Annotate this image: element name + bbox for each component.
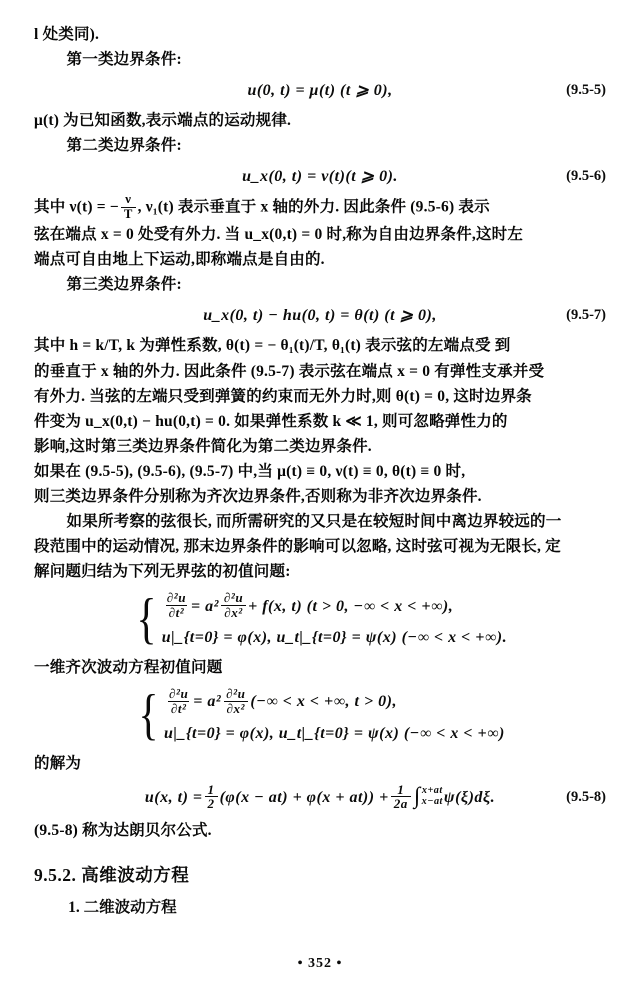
text-fragment: ψ(ξ)dξ. bbox=[443, 788, 496, 806]
text-line: 的解为 bbox=[34, 754, 82, 772]
equation-number: (9.5-7) bbox=[566, 306, 606, 323]
equation-body: u_x(0, t) = ν(t)(t ⩾ 0). bbox=[242, 168, 398, 186]
equation-row: u|_{t=0} = φ(x), u_t|_{t=0} = ψ(x) (−∞ < x < +∞). bbox=[161, 629, 508, 647]
text-fragment: u(x, t) = bbox=[144, 788, 203, 806]
equation-system-rows bbox=[160, 590, 508, 648]
fraction-denominator: ∂x² bbox=[221, 605, 245, 620]
page-number: • 352 • bbox=[297, 956, 343, 971]
text-line: 弦在端点 x = 0 处受有外力. 当 u_x(0,t) = 0 时,称为自由边界条件,这时左 bbox=[34, 226, 524, 244]
fraction-numerator: ∂²u bbox=[226, 685, 246, 701]
fraction-denominator: 2a bbox=[391, 796, 411, 811]
fraction bbox=[164, 591, 189, 620]
fraction-denominator: ∂t² bbox=[168, 701, 190, 716]
text-line: 则三类边界条件分别称为齐次边界条件,否则称为非齐次边界条件. bbox=[34, 488, 482, 506]
equation-block bbox=[34, 78, 606, 102]
equation-block bbox=[34, 782, 606, 813]
equation-number: (9.5-5) bbox=[566, 81, 606, 98]
fraction bbox=[205, 783, 218, 812]
fraction-denominator: 2 bbox=[205, 796, 218, 811]
equation-system bbox=[34, 683, 606, 746]
equation-body bbox=[145, 782, 495, 813]
text-line: 有外力. 当弦的左端只受到弹簧的约束而无外力时,则 θ(t) = 0, 这时边界条 bbox=[34, 387, 532, 405]
equation-body: u_x(0, t) − hu(0, t) = θ(t) (t ⩾ 0), bbox=[203, 307, 437, 325]
equation-block bbox=[34, 303, 606, 327]
equation-row bbox=[164, 685, 505, 717]
equation-number: (9.5-6) bbox=[566, 167, 606, 184]
equation-row: u|_{t=0} = φ(x), u_t|_{t=0} = ψ(x) (−∞ < x < +∞) bbox=[164, 724, 505, 742]
text-line: 件变为 u_x(0,t) − hu(0,t) = 0. 如果弹性系数 k ≪ 1, 则可忽略弹性力的 bbox=[34, 412, 508, 430]
text-fragment: = a² bbox=[193, 693, 222, 711]
text-line: 段范围中的运动情况, 那末边界条件的影响可以忽略, 这时弦可视为无限长, 定 bbox=[34, 538, 561, 556]
text-fragment: 其中 ν(t) = − bbox=[34, 198, 119, 216]
text-fragment: = a² bbox=[190, 597, 219, 615]
text-line: 如果在 (9.5-5), (9.5-6), (9.5-7) 中,当 μ(t) ≡ 0, ν(t) ≡ 0, θ(t) ≡ 0 时, bbox=[34, 462, 466, 480]
fraction-numerator: ∂²u bbox=[166, 590, 186, 606]
fraction-numerator: ν bbox=[125, 192, 132, 207]
left-brace: { bbox=[136, 588, 157, 650]
equation-block bbox=[34, 164, 606, 188]
text-line: 第一类边界条件: bbox=[66, 51, 182, 69]
section-heading: 9.5.2. 高维波动方程 bbox=[34, 864, 190, 885]
text-line: 影响,这时第三类边界条件简化为第二类边界条件. bbox=[34, 437, 372, 455]
integral-lower-limit: x−at bbox=[421, 796, 443, 808]
text-fragment: (−∞ < x < +∞, t > 0), bbox=[250, 693, 397, 711]
text-fragment: , ν₁(t) 表示垂直于 x 轴的外力. 因此条件 (9.5-6) 表示 bbox=[137, 198, 490, 216]
text-line: (9.5-8) 称为达朗贝尔公式. bbox=[34, 822, 212, 840]
equation-number: (9.5-8) bbox=[566, 788, 606, 805]
fraction-numerator: 1 bbox=[207, 781, 215, 797]
text-line bbox=[34, 194, 606, 222]
fraction bbox=[223, 687, 248, 716]
fraction bbox=[166, 687, 191, 716]
fraction-numerator: ∂²u bbox=[223, 590, 244, 606]
text-line: μ(t) 为已知函数,表示端点的运动规律. bbox=[34, 112, 292, 130]
text-line: 其中 h = k/T, k 为弹性系数, θ(t) = − θ₁(t)/T, θ₁(t) 表示弦的左端点受 到 bbox=[34, 337, 511, 355]
text-line: 如果所考察的弦很长, 而所需研究的又只是在较短时间中离边界较远的一 bbox=[66, 513, 562, 531]
equation-system-rows bbox=[162, 685, 505, 743]
text-line: 一维齐次波动方程初值问题 bbox=[34, 659, 223, 677]
integral-upper-limit: x+at bbox=[421, 785, 443, 797]
equation-row bbox=[162, 590, 507, 622]
equation-system bbox=[34, 588, 606, 650]
text-line: 端点可自由地上下运动,即称端点是自由的. bbox=[34, 251, 325, 269]
fraction bbox=[391, 783, 411, 812]
equation-body: u(0, t) = μ(t) (t ⩾ 0), bbox=[247, 82, 393, 100]
integral-sign: ∫ x+at x−at bbox=[413, 782, 443, 809]
text-line: 的垂直于 x 轴的外力. 因此条件 (9.5-7) 表示弦在端点 x = 0 有弹性支承并受 bbox=[34, 362, 545, 380]
fraction-denominator: T bbox=[121, 207, 136, 221]
fraction-numerator: ∂²u bbox=[169, 685, 189, 701]
fraction-denominator: ∂x² bbox=[224, 701, 248, 716]
left-brace: { bbox=[138, 683, 159, 746]
fraction bbox=[221, 591, 246, 620]
text-line: l 处类同). bbox=[34, 26, 100, 43]
fraction bbox=[121, 193, 136, 221]
fraction-numerator: 1 bbox=[397, 781, 405, 797]
subsection-heading: 1. 二维波动方程 bbox=[68, 898, 177, 916]
text-line: 解问题归结为下列无界弦的初值问题: bbox=[34, 563, 291, 581]
text-fragment: + f(x, t) (t > 0, −∞ < x < +∞), bbox=[248, 597, 454, 615]
integral-limits bbox=[422, 785, 443, 807]
fraction-denominator: ∂t² bbox=[166, 605, 188, 620]
text-line: 第二类边界条件: bbox=[66, 137, 182, 155]
text-fragment: (φ(x − at) + φ(x + at)) + bbox=[219, 788, 389, 806]
text-line: 第三类边界条件: bbox=[66, 276, 182, 294]
